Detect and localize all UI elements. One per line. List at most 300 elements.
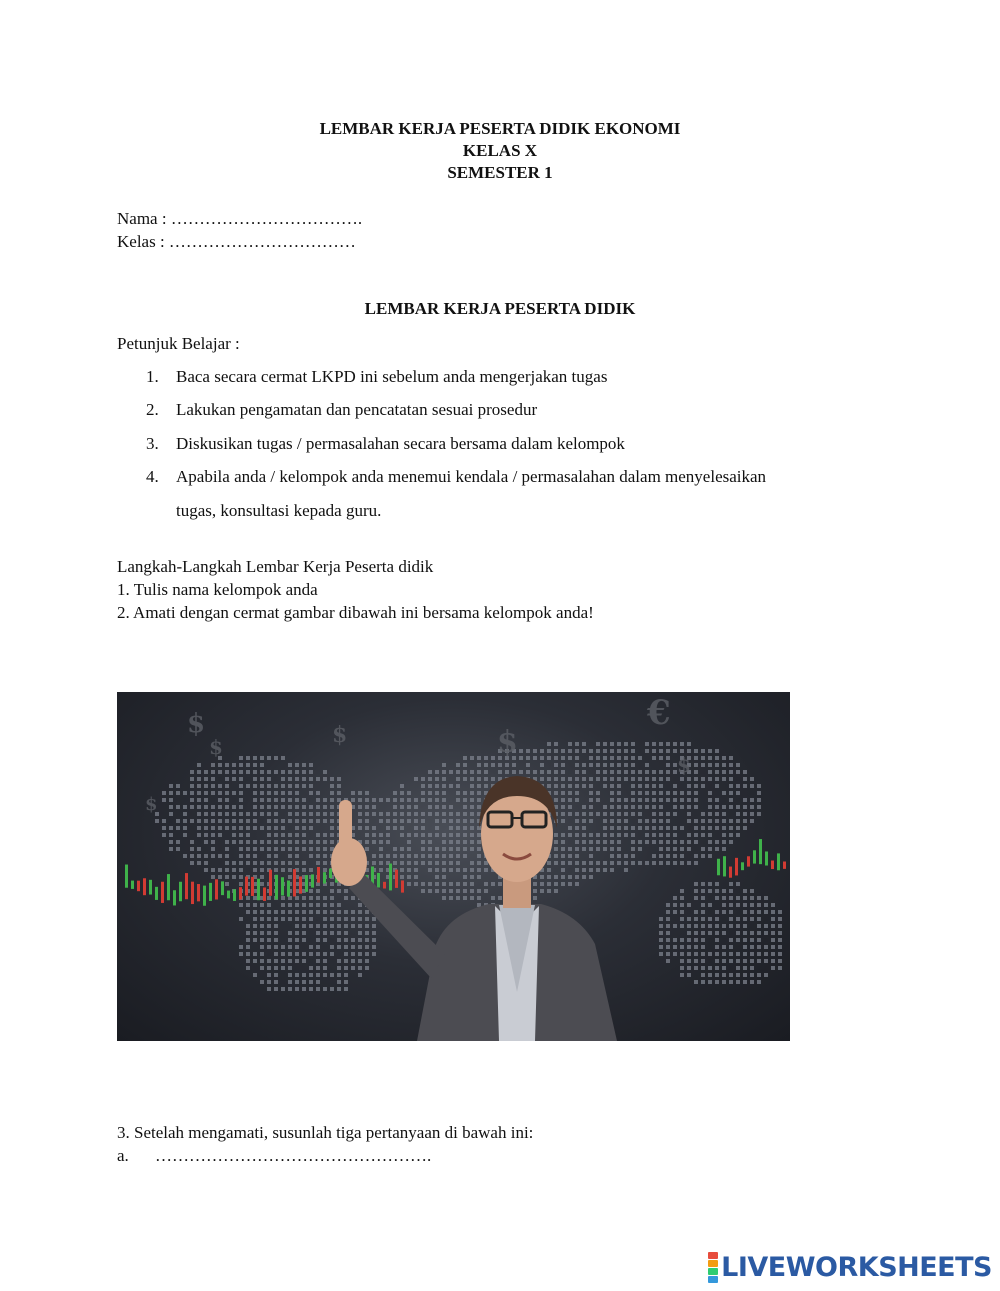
map-dot	[729, 903, 733, 907]
map-dot	[582, 833, 586, 837]
map-dot	[295, 924, 299, 928]
map-dot	[225, 805, 229, 809]
map-dot	[631, 742, 635, 746]
map-dot	[309, 980, 313, 984]
map-dot	[715, 749, 719, 753]
map-dot	[750, 973, 754, 977]
map-dot	[400, 875, 404, 879]
map-dot	[309, 987, 313, 991]
map-dot	[400, 812, 404, 816]
map-dot	[722, 770, 726, 774]
map-dot	[736, 791, 740, 795]
map-dot	[589, 749, 593, 753]
map-dot	[484, 756, 488, 760]
map-dot	[281, 840, 285, 844]
map-dot	[386, 854, 390, 858]
map-dot	[274, 959, 278, 963]
map-dot	[694, 931, 698, 935]
map-dot	[344, 889, 348, 893]
map-dot	[736, 931, 740, 935]
map-dot	[757, 959, 761, 963]
map-dot	[645, 742, 649, 746]
map-dot	[540, 777, 544, 781]
map-dot	[253, 896, 257, 900]
map-dot	[617, 861, 621, 865]
map-dot	[344, 980, 348, 984]
map-dot	[288, 931, 292, 935]
map-dot	[750, 896, 754, 900]
map-dot	[407, 868, 411, 872]
map-dot	[295, 973, 299, 977]
map-dot	[568, 791, 572, 795]
map-dot	[260, 980, 264, 984]
map-dot	[533, 756, 537, 760]
map-dot	[750, 777, 754, 781]
map-dot	[687, 777, 691, 781]
map-dot	[358, 805, 362, 809]
map-dot	[344, 931, 348, 935]
map-dot	[547, 875, 551, 879]
map-dot	[687, 784, 691, 788]
map-dot	[246, 945, 250, 949]
map-dot	[211, 868, 215, 872]
map-dot	[288, 987, 292, 991]
map-dot	[694, 770, 698, 774]
map-dot	[386, 798, 390, 802]
map-dot	[631, 763, 635, 767]
map-dot	[428, 847, 432, 851]
map-dot	[295, 784, 299, 788]
map-dot	[309, 777, 313, 781]
map-dot	[288, 868, 292, 872]
map-dot	[645, 826, 649, 830]
map-dot	[302, 840, 306, 844]
map-dot	[288, 903, 292, 907]
map-dot	[449, 805, 453, 809]
map-dot	[456, 889, 460, 893]
map-dot	[428, 784, 432, 788]
map-dot	[729, 889, 733, 893]
map-dot	[197, 805, 201, 809]
map-dot	[281, 861, 285, 865]
map-dot	[330, 791, 334, 795]
map-dot	[568, 882, 572, 886]
map-dot	[428, 882, 432, 886]
map-dot	[715, 931, 719, 935]
map-dot	[456, 763, 460, 767]
map-dot	[694, 980, 698, 984]
map-dot	[680, 896, 684, 900]
map-dot	[624, 763, 628, 767]
map-dot	[554, 777, 558, 781]
map-dot	[715, 924, 719, 928]
map-dot	[687, 959, 691, 963]
map-dot	[750, 798, 754, 802]
map-dot	[351, 959, 355, 963]
map-dot	[736, 917, 740, 921]
map-dot	[323, 959, 327, 963]
map-dot	[596, 742, 600, 746]
map-dot	[421, 791, 425, 795]
map-dot	[708, 826, 712, 830]
map-dot	[617, 847, 621, 851]
map-dot	[218, 770, 222, 774]
map-dot	[771, 931, 775, 935]
map-dot	[736, 763, 740, 767]
map-dot	[281, 896, 285, 900]
map-dot	[638, 756, 642, 760]
map-dot	[638, 819, 642, 823]
map-dot	[645, 805, 649, 809]
map-dot	[596, 798, 600, 802]
map-dot	[358, 910, 362, 914]
map-dot	[274, 756, 278, 760]
map-dot	[239, 805, 243, 809]
map-dot	[729, 924, 733, 928]
map-dot	[638, 826, 642, 830]
map-dot	[694, 952, 698, 956]
map-dot	[337, 777, 341, 781]
svg-text:$: $	[332, 722, 348, 748]
map-dot	[666, 833, 670, 837]
map-dot	[694, 861, 698, 865]
map-dot	[421, 854, 425, 858]
map-dot	[463, 826, 467, 830]
map-dot	[323, 931, 327, 935]
map-dot	[722, 826, 726, 830]
map-dot	[414, 805, 418, 809]
map-dot	[673, 952, 677, 956]
map-dot	[302, 798, 306, 802]
map-dot	[736, 980, 740, 984]
map-dot	[253, 763, 257, 767]
map-dot	[631, 784, 635, 788]
candlestick	[311, 874, 314, 887]
map-dot	[736, 973, 740, 977]
map-dot	[652, 826, 656, 830]
map-dot	[407, 854, 411, 858]
map-dot	[659, 812, 663, 816]
map-dot	[701, 784, 705, 788]
map-dot	[652, 840, 656, 844]
map-dot	[365, 917, 369, 921]
worksheet-title: LEMBAR KERJA PESERTA DIDIK EKONOMI	[319, 119, 681, 138]
map-dot	[575, 882, 579, 886]
map-dot	[246, 812, 250, 816]
map-dot	[743, 910, 747, 914]
map-dot	[680, 938, 684, 942]
map-dot	[708, 854, 712, 858]
map-dot	[610, 861, 614, 865]
map-dot	[687, 805, 691, 809]
map-dot	[449, 882, 453, 886]
map-dot	[470, 889, 474, 893]
instruction-text: Apabila anda / kelompok anda menemui kendala / permasalahan dalam menyelesaikan	[176, 467, 767, 486]
map-dot	[197, 861, 201, 865]
map-dot	[260, 805, 264, 809]
map-dot	[701, 854, 705, 858]
map-dot	[743, 805, 747, 809]
map-dot	[288, 938, 292, 942]
map-dot	[169, 840, 173, 844]
map-dot	[267, 861, 271, 865]
map-dot	[701, 896, 705, 900]
map-dot	[358, 791, 362, 795]
map-dot	[421, 882, 425, 886]
map-dot	[407, 812, 411, 816]
map-dot	[302, 833, 306, 837]
map-dot	[589, 756, 593, 760]
map-dot	[323, 847, 327, 851]
map-dot	[610, 819, 614, 823]
map-dot	[267, 840, 271, 844]
map-dot	[652, 742, 656, 746]
map-dot	[582, 805, 586, 809]
map-dot	[764, 973, 768, 977]
map-dot	[267, 931, 271, 935]
map-dot	[610, 805, 614, 809]
map-dot	[218, 812, 222, 816]
map-dot	[183, 819, 187, 823]
map-dot	[197, 833, 201, 837]
map-dot	[372, 931, 376, 935]
map-dot	[358, 945, 362, 949]
map-dot	[274, 854, 278, 858]
map-dot	[561, 854, 565, 858]
map-dot	[708, 805, 712, 809]
candlestick	[735, 858, 738, 876]
step-3: 3. Setelah mengamati, susunlah tiga pertanyaan di bawah ini:	[117, 1123, 534, 1142]
map-dot	[694, 889, 698, 893]
map-dot	[316, 945, 320, 949]
map-dot	[225, 812, 229, 816]
map-dot	[673, 840, 677, 844]
map-dot	[449, 861, 453, 865]
map-dot	[197, 819, 201, 823]
map-dot	[589, 784, 593, 788]
map-dot	[225, 791, 229, 795]
map-dot	[274, 945, 278, 949]
map-dot	[456, 861, 460, 865]
map-dot	[484, 784, 488, 788]
map-dot	[302, 973, 306, 977]
map-dot	[708, 917, 712, 921]
map-dot	[589, 805, 593, 809]
map-dot	[477, 784, 481, 788]
map-dot	[407, 861, 411, 865]
map-dot	[652, 749, 656, 753]
map-dot	[680, 826, 684, 830]
map-dot	[246, 833, 250, 837]
map-dot	[701, 812, 705, 816]
map-dot	[246, 861, 250, 865]
map-dot	[561, 819, 565, 823]
map-dot	[575, 770, 579, 774]
map-dot	[631, 812, 635, 816]
map-dot	[204, 798, 208, 802]
instruction-item	[0, 467, 1000, 527]
map-dot	[288, 763, 292, 767]
map-dot	[589, 854, 593, 858]
map-dot	[344, 924, 348, 928]
map-dot	[449, 854, 453, 858]
map-dot	[680, 840, 684, 844]
map-dot	[659, 833, 663, 837]
map-dot	[442, 784, 446, 788]
map-dot	[316, 805, 320, 809]
map-dot	[701, 924, 705, 928]
map-dot	[274, 812, 278, 816]
map-dot	[183, 833, 187, 837]
map-dot	[617, 840, 621, 844]
map-dot	[358, 924, 362, 928]
map-dot	[239, 882, 243, 886]
map-dot	[666, 756, 670, 760]
map-dot	[771, 959, 775, 963]
map-dot	[379, 868, 383, 872]
map-dot	[708, 770, 712, 774]
map-dot	[337, 910, 341, 914]
map-dot	[645, 833, 649, 837]
map-dot	[589, 812, 593, 816]
map-dot	[701, 833, 705, 837]
candlestick	[203, 886, 206, 906]
map-dot	[211, 826, 215, 830]
map-dot	[442, 763, 446, 767]
map-dot	[778, 952, 782, 956]
map-dot	[456, 819, 460, 823]
map-dot	[463, 756, 467, 760]
map-dot	[610, 742, 614, 746]
map-dot	[659, 931, 663, 935]
map-dot	[715, 805, 719, 809]
map-dot	[190, 847, 194, 851]
map-dot	[169, 805, 173, 809]
map-dot	[204, 784, 208, 788]
map-dot	[225, 798, 229, 802]
map-dot	[267, 798, 271, 802]
map-dot	[680, 854, 684, 858]
map-dot	[715, 952, 719, 956]
map-dot	[456, 896, 460, 900]
map-dot	[757, 784, 761, 788]
map-dot	[659, 798, 663, 802]
map-dot	[743, 798, 747, 802]
map-dot	[575, 791, 579, 795]
map-dot	[176, 784, 180, 788]
map-dot	[295, 805, 299, 809]
map-dot	[365, 966, 369, 970]
map-dot	[260, 924, 264, 928]
map-dot	[715, 847, 719, 851]
candlestick	[777, 853, 780, 870]
map-dot	[239, 756, 243, 760]
map-dot	[323, 840, 327, 844]
map-dot	[575, 763, 579, 767]
map-dot	[169, 791, 173, 795]
map-dot	[267, 966, 271, 970]
map-dot	[260, 931, 264, 935]
map-dot	[281, 819, 285, 823]
map-dot	[365, 798, 369, 802]
map-dot	[554, 791, 558, 795]
map-dot	[246, 966, 250, 970]
map-dot	[470, 791, 474, 795]
map-dot	[750, 805, 754, 809]
map-dot	[288, 875, 292, 879]
map-dot	[456, 798, 460, 802]
map-dot	[729, 805, 733, 809]
map-dot	[253, 973, 257, 977]
map-dot	[197, 784, 201, 788]
map-dot	[295, 770, 299, 774]
map-dot	[267, 980, 271, 984]
map-dot	[484, 763, 488, 767]
map-dot	[246, 854, 250, 858]
map-dot	[281, 945, 285, 949]
map-dot	[568, 833, 572, 837]
map-dot	[344, 938, 348, 942]
map-dot	[736, 812, 740, 816]
map-dot	[757, 952, 761, 956]
map-dot	[246, 826, 250, 830]
map-dot	[281, 987, 285, 991]
map-dot	[540, 749, 544, 753]
liveworksheets-logo[interactable]	[708, 1250, 992, 1284]
map-dot	[239, 854, 243, 858]
map-dot	[449, 847, 453, 851]
map-dot	[568, 784, 572, 788]
map-dot	[393, 812, 397, 816]
map-dot	[379, 812, 383, 816]
map-dot	[176, 826, 180, 830]
map-dot	[687, 938, 691, 942]
map-dot	[407, 882, 411, 886]
map-dot	[204, 791, 208, 795]
map-dot	[701, 763, 705, 767]
map-dot	[463, 868, 467, 872]
map-dot	[687, 847, 691, 851]
map-dot	[715, 945, 719, 949]
map-dot	[330, 945, 334, 949]
map-dot	[568, 742, 572, 746]
map-dot	[617, 791, 621, 795]
map-dot	[575, 868, 579, 872]
map-dot	[722, 833, 726, 837]
map-dot	[673, 791, 677, 795]
map-dot	[701, 980, 705, 984]
map-dot	[743, 931, 747, 935]
map-dot	[253, 861, 257, 865]
map-dot	[260, 798, 264, 802]
map-dot	[666, 903, 670, 907]
map-dot	[239, 903, 243, 907]
map-dot	[652, 819, 656, 823]
map-dot	[239, 868, 243, 872]
map-dot	[344, 910, 348, 914]
map-dot	[428, 798, 432, 802]
map-dot	[757, 805, 761, 809]
map-dot	[694, 840, 698, 844]
map-dot	[379, 854, 383, 858]
map-dot	[421, 784, 425, 788]
map-dot	[204, 805, 208, 809]
svg-text:$: $	[145, 794, 158, 815]
map-dot	[288, 952, 292, 956]
candlestick	[269, 870, 272, 896]
map-dot	[540, 756, 544, 760]
map-dot	[274, 987, 278, 991]
